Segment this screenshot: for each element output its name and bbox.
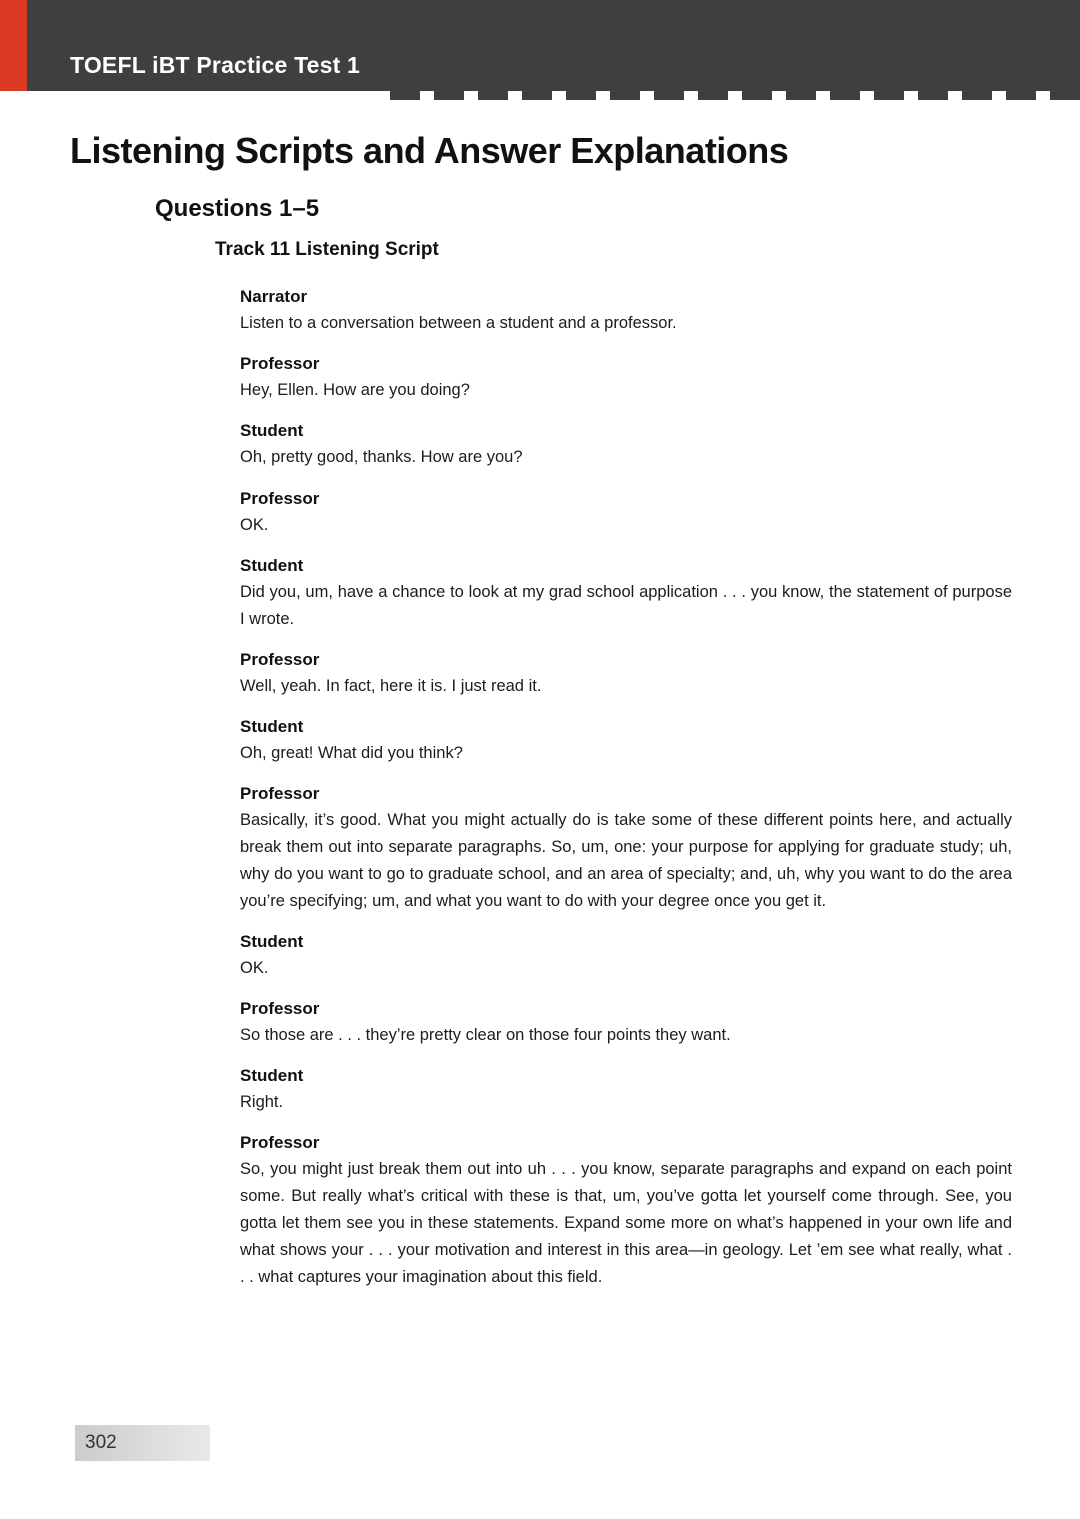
dialogue-turn xyxy=(240,489,1012,539)
section-title: Questions 1–5 xyxy=(155,195,320,223)
dialogue-text: Hey, Ellen. How are you doing? xyxy=(240,381,470,400)
dialogue-turn xyxy=(240,354,1012,404)
dialogue-text: OK. xyxy=(240,958,269,977)
speaker-label: Student xyxy=(240,716,304,736)
dialogue-text: OK. xyxy=(240,515,269,534)
dialogue-text: So those are . . . they’re pretty clear on those four points they want. xyxy=(240,1026,731,1044)
dialogue-turn xyxy=(240,556,1012,633)
page-number-box xyxy=(75,1425,210,1461)
dialogue-text: Basically, it’s good. What you might actually do is take some of these different points here, and actually break them out into separate paragraphs. So, um, one: your purpose for applying for graduate study; uh, why do you want to go to graduate school, and an area of specialty; and, uh, why you want to do the area you’re specifying; um, and what you want to do with your degree once you get it. xyxy=(240,810,1012,910)
dialogue-turn xyxy=(240,784,1012,915)
header-title: TOEFL iBT Practice Test 1 xyxy=(70,52,361,78)
speaker-label: Student xyxy=(240,555,304,575)
dialogue-turn xyxy=(240,932,1012,982)
speaker-label: Student xyxy=(240,421,304,441)
speaker-label: Professor xyxy=(240,354,320,374)
dialogue-text: Right. xyxy=(240,1093,284,1112)
dialogue-text: Well, yeah. In fact, here it is. I just read it. xyxy=(240,676,542,695)
dialogue-text: So, you might just break them out into uh . . . you know, separate paragraphs and expand on each point some. But really what’s critical with these is that, um, you’ve gotta let yourself come through. See, you gotta let them see you in these statements. Expand some more on what’s happened in your own life and what shows your . . . your motivation and interest in this area—in geology. Let ’em see what really, what . . . what captures your imagination about this field. xyxy=(240,1160,1012,1287)
dialogue-turn xyxy=(240,717,1012,767)
speaker-label: Professor xyxy=(240,1133,320,1153)
dialogue-turn xyxy=(240,999,1012,1049)
dialogue-turn xyxy=(240,1066,1012,1116)
dialogue-turn xyxy=(240,650,1012,700)
dialogue xyxy=(240,287,1012,1291)
dialogue-text: Oh, pretty good, thanks. How are you? xyxy=(240,448,523,467)
speaker-label: Professor xyxy=(240,999,320,1018)
page-number: 302 xyxy=(85,1432,117,1453)
dialogue-turn xyxy=(240,1133,1012,1291)
header-band xyxy=(27,0,1080,91)
dialogue-turn xyxy=(240,421,1012,471)
red-accent-strip xyxy=(0,0,27,91)
dashed-divider xyxy=(390,91,1080,100)
speaker-label: Professor xyxy=(240,488,320,508)
dialogue-text: Listen to a conversation between a student and a professor. xyxy=(240,314,677,333)
page-title: Listening Scripts and Answer Explanations xyxy=(70,130,789,171)
dialogue-text: Oh, great! What did you think? xyxy=(240,743,463,762)
speaker-label: Narrator xyxy=(240,287,308,307)
dialogue-text: Did you, um, have a chance to look at my grad school application . . . you know, the statement of purpose I wrote. xyxy=(240,582,1012,628)
speaker-label: Student xyxy=(240,1066,304,1086)
subsection-title: Track 11 Listening Script xyxy=(215,239,439,261)
speaker-label: Professor xyxy=(240,649,320,669)
speaker-label: Professor xyxy=(240,783,320,803)
speaker-label: Student xyxy=(240,931,304,951)
dialogue-turn xyxy=(240,287,1012,337)
